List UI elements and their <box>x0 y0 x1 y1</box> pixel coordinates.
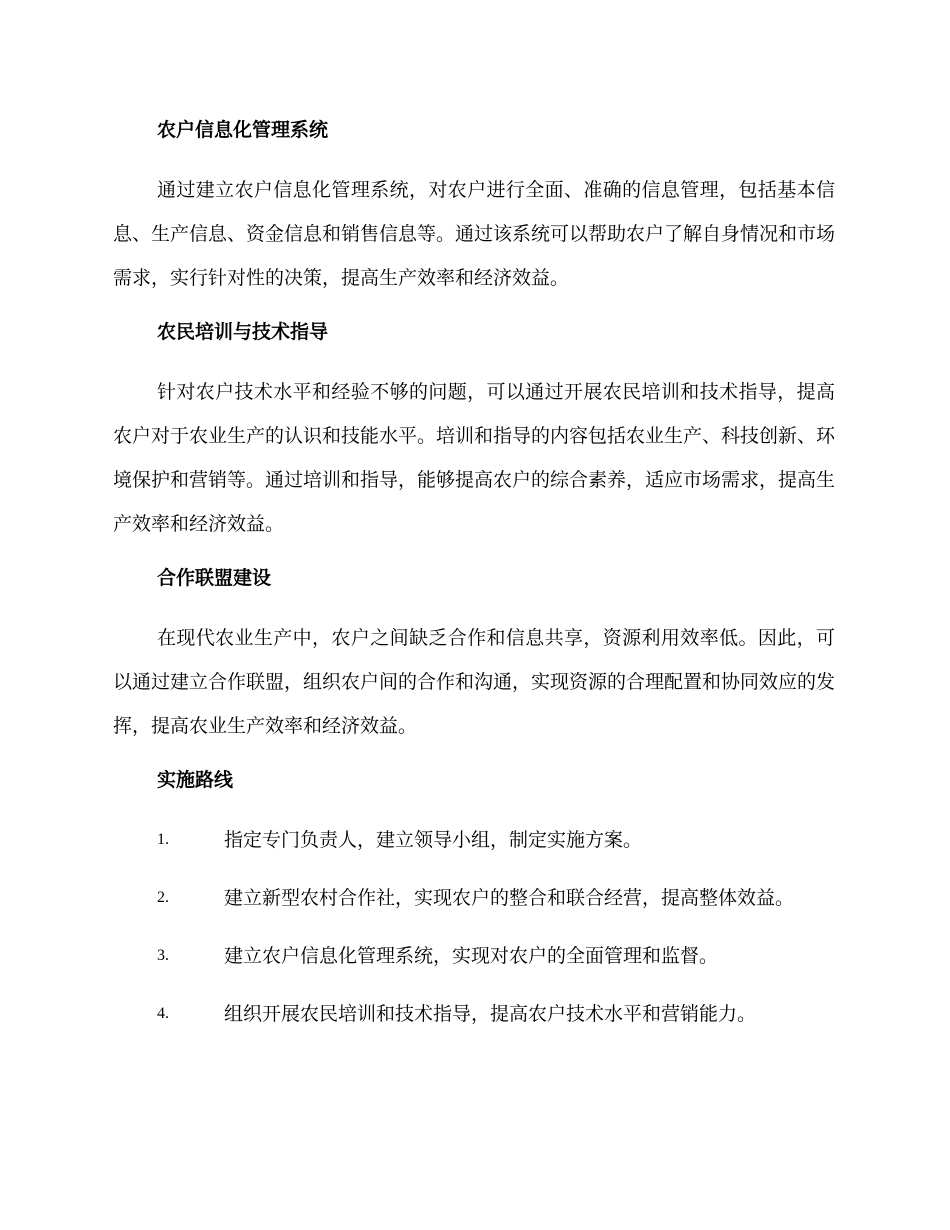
section-training <box>113 314 835 546</box>
list-item-text: 建立新型农村合作社，实现农户的整合和联合经营，提高整体效益。 <box>224 887 795 909</box>
section-heading: 合作联盟建设 <box>157 567 272 589</box>
list-item-number: 4. <box>157 1005 169 1022</box>
list-item-number: 3. <box>157 947 169 964</box>
section-paragraph: 在现代农业生产中，农户之间缺乏合作和信息共享，资源利用效率低。因此，可以通过建立合作联盟，组织农户间的合作和沟通，实现资源的合理配置和协同效应的发挥，提高农业生产效率和经济效益。 <box>113 627 836 737</box>
section-alliance <box>113 560 835 748</box>
section-info-system <box>113 112 835 300</box>
list-item <box>113 818 835 862</box>
list-item-text: 组织开展农民培训和技术指导，提高农户技术水平和营销能力。 <box>224 1003 757 1025</box>
section-heading: 农户信息化管理系统 <box>157 119 329 141</box>
section-implementation <box>113 762 835 1036</box>
list-item-text: 建立农户信息化管理系统，实现对农户的全面管理和监督。 <box>224 945 719 967</box>
list-item <box>113 876 835 920</box>
list-item-text: 指定专门负责人，建立领导小组，制定实施方案。 <box>224 829 643 851</box>
list-item-number: 2. <box>157 889 169 906</box>
list-item <box>113 934 835 978</box>
section-paragraph: 通过建立农户信息化管理系统，对农户进行全面、准确的信息管理，包括基本信息、生产信息、资金信息和销售信息等。通过该系统可以帮助农户了解自身情况和市场需求，实行针对性的决策，提高生产效率和经济效益。 <box>113 179 836 289</box>
section-paragraph: 针对农户技术水平和经验不够的问题，可以通过开展农民培训和技术指导，提高农户对于农业生产的认识和技能水平。培训和指导的内容包括农业生产、科技创新、环境保护和营销等。通过培训和指导，能够提高农户的综合素养，适应市场需求，提高生产效率和经济效益。 <box>113 381 836 535</box>
section-heading: 实施路线 <box>157 769 234 791</box>
list-item <box>113 992 835 1036</box>
section-heading: 农民培训与技术指导 <box>157 321 329 343</box>
list-item-number: 1. <box>157 831 169 848</box>
document-page <box>113 112 835 1050</box>
